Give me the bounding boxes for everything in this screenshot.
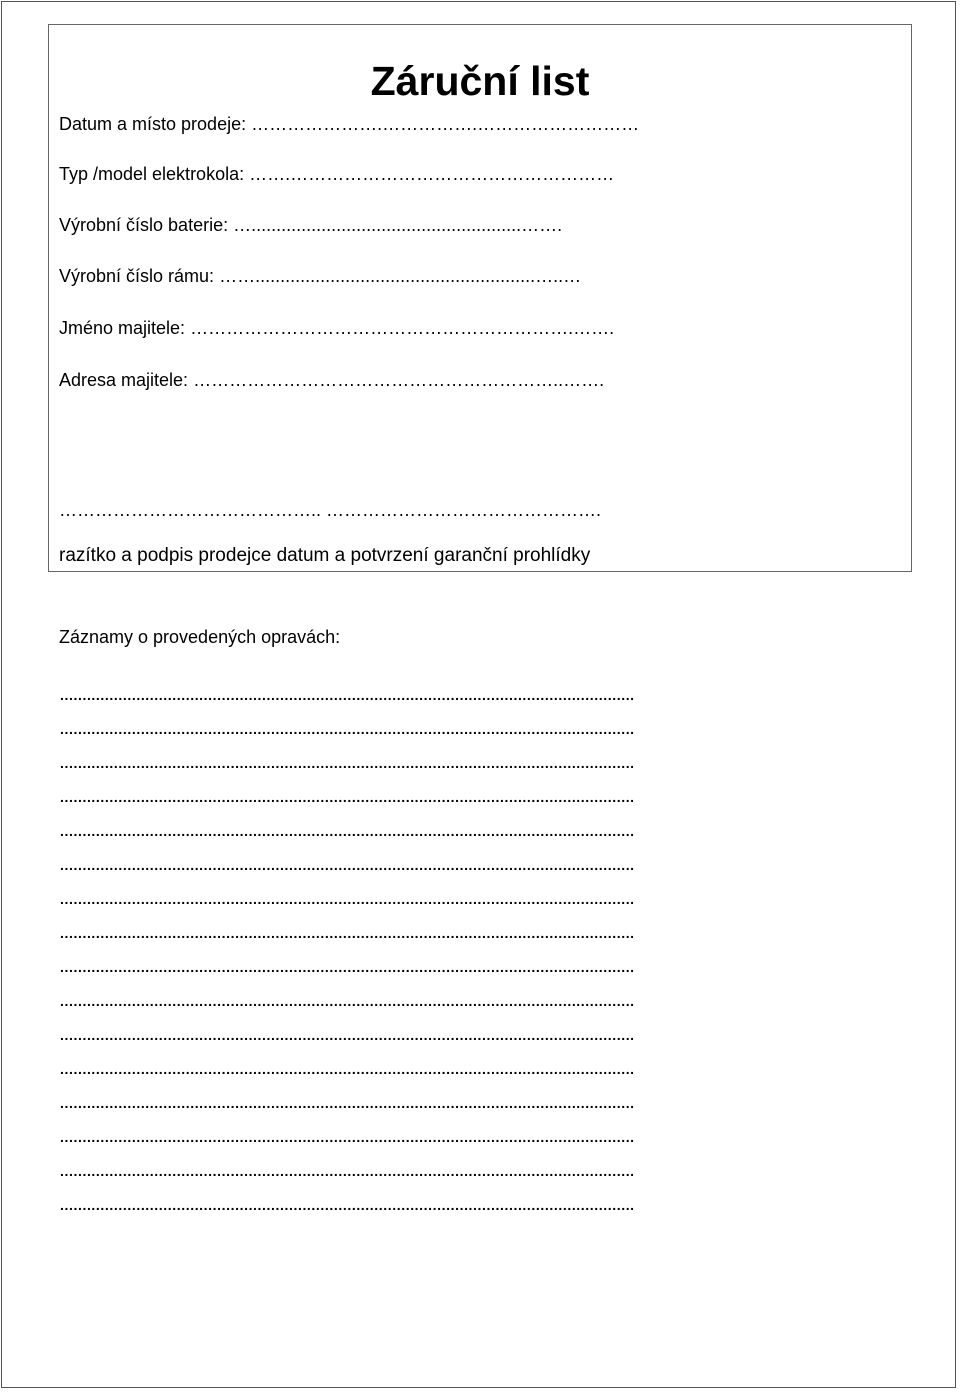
repair-line[interactable]: ................................................................................................................................ — [60, 1163, 635, 1179]
repair-line[interactable]: ................................................................................................................................ — [60, 721, 635, 737]
signature-dots[interactable]: …………………………………….. ………………………………………. — [59, 500, 602, 520]
repair-line[interactable]: ................................................................................................................................ — [60, 1095, 635, 1111]
field-label: Datum a místo prodeje: — [59, 114, 247, 134]
repairs-heading: Záznamy o provedených opravách: — [59, 627, 341, 647]
repair-line[interactable]: ................................................................................................................................ — [60, 789, 635, 805]
field-battery-serial[interactable] — [59, 214, 562, 236]
repair-line[interactable]: ................................................................................................................................ — [60, 925, 635, 941]
repair-line[interactable]: ................................................................................................................................ — [60, 959, 635, 975]
repair-line[interactable]: ................................................................................................................................ — [60, 823, 635, 839]
field-dots: …......................................................……. — [233, 215, 563, 235]
field-bike-model[interactable] — [59, 163, 614, 185]
field-label: Typ /model elektrokola: — [59, 164, 245, 184]
field-dots: ……………………………………………………..……. — [193, 370, 605, 390]
field-dots: ……………………………………………………….……. — [190, 318, 615, 338]
warranty-card — [48, 24, 912, 572]
field-dots: ……........................................................…..… — [219, 266, 582, 286]
field-sale-date-place[interactable] — [59, 113, 639, 135]
signature-caption: razítko a podpis prodejce datum a potvrzení garanční prohlídky — [59, 545, 591, 566]
repair-line[interactable]: ................................................................................................................................ — [60, 857, 635, 873]
field-dots: ………………….…………….……………………… — [251, 114, 640, 134]
repair-line[interactable]: ................................................................................................................................ — [60, 1197, 635, 1213]
repair-line[interactable]: ................................................................................................................................ — [60, 687, 635, 703]
field-label: Výrobní číslo baterie: — [59, 215, 229, 235]
field-label: Jméno majitele: — [59, 318, 186, 338]
field-owner-name[interactable] — [59, 317, 614, 339]
field-frame-serial[interactable] — [59, 265, 581, 287]
repair-line[interactable]: ................................................................................................................................ — [60, 1061, 635, 1077]
repair-line[interactable]: ................................................................................................................................ — [60, 1129, 635, 1145]
page-title: Záruční list — [370, 58, 590, 104]
field-owner-address[interactable] — [59, 369, 604, 391]
repair-line[interactable]: ................................................................................................................................ — [60, 993, 635, 1009]
field-dots: …….……………………………………………… — [249, 164, 615, 184]
repair-line[interactable]: ................................................................................................................................ — [60, 1027, 635, 1043]
field-label: Výrobní číslo rámu: — [59, 266, 215, 286]
field-label: Adresa majitele: — [59, 370, 189, 390]
repair-line[interactable]: ................................................................................................................................ — [60, 755, 635, 771]
repair-line[interactable]: ................................................................................................................................ — [60, 891, 635, 907]
